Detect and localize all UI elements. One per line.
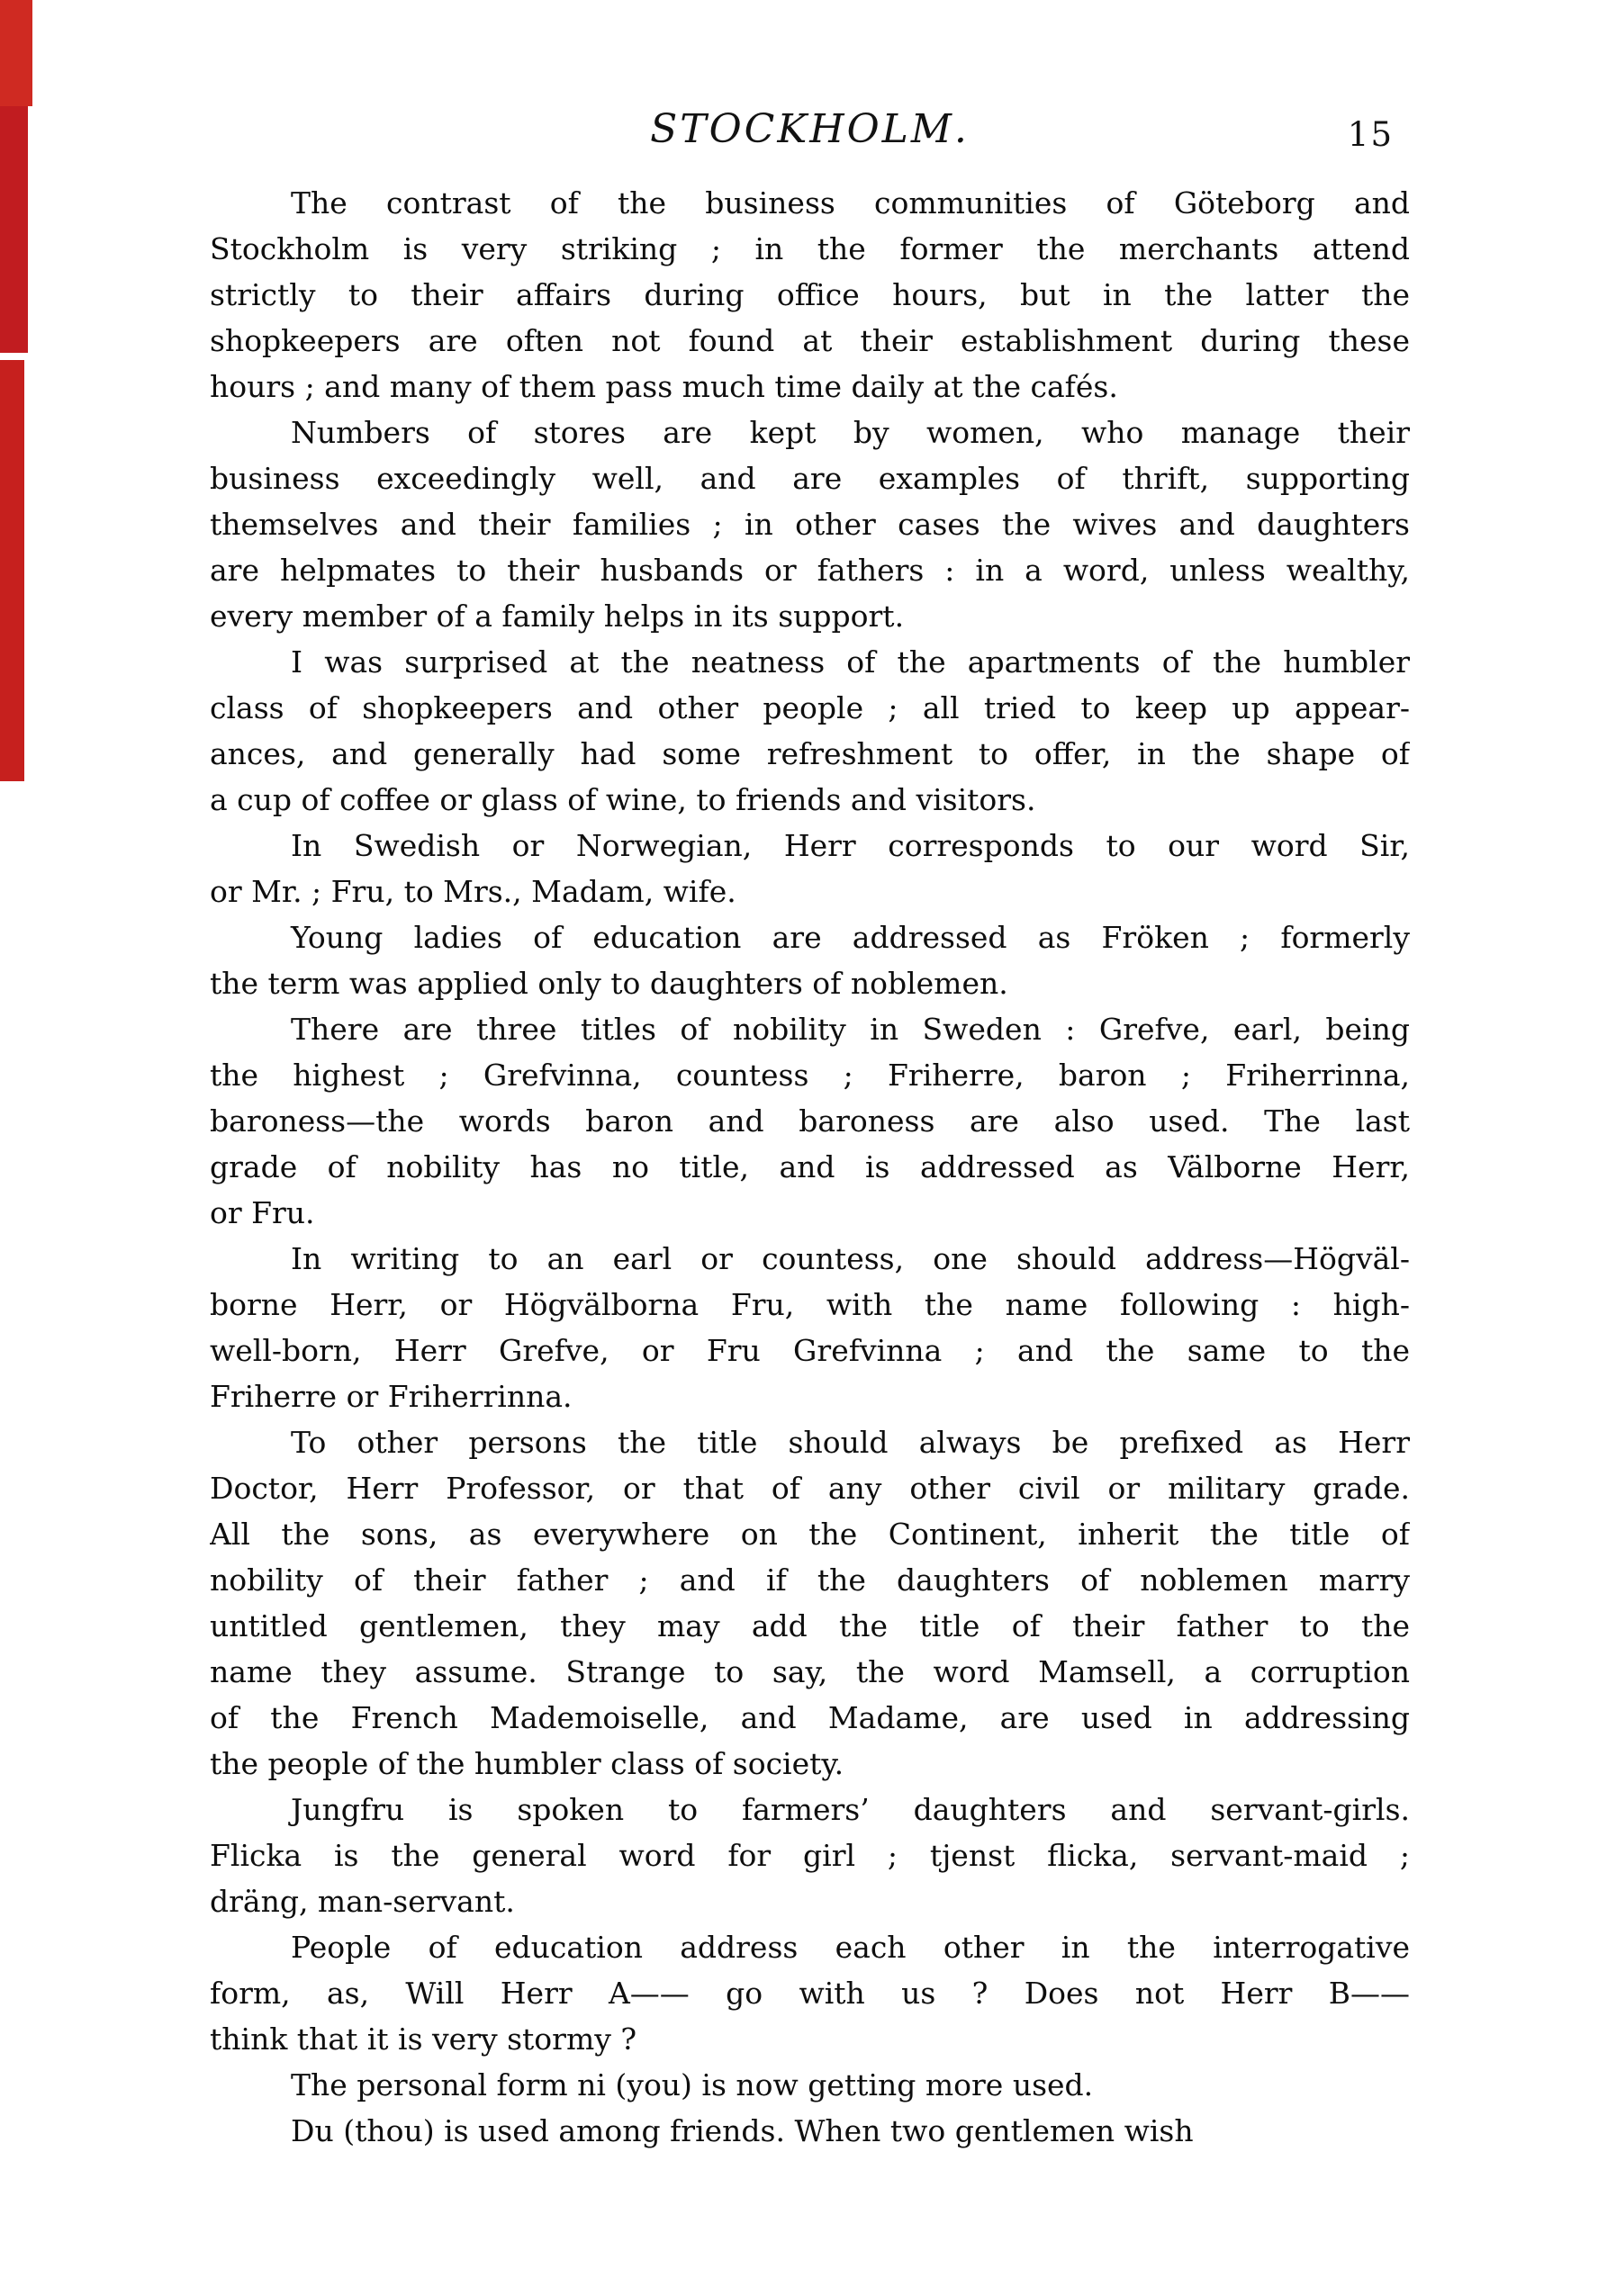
text-line: untitled gentlemen, they may add the title of their father to the (210, 1608, 1410, 1643)
text-line: All the sons, as everywhere on the Continent, inherit the title of (210, 1517, 1410, 1552)
text-line: ances, and generally had some refreshment to offer, in the shape of (210, 736, 1410, 771)
text-line: Friherre or Friherrinna. (210, 1379, 573, 1414)
text-line: themselves and their families ; in other cases the wives and daughters (210, 507, 1410, 542)
text-line: think that it is very stormy ? (210, 2021, 637, 2057)
page-title: STOCKHOLM. (650, 106, 970, 152)
page-text (210, 180, 1410, 2154)
text-line: well-born, Herr Grefve, or Fru Grefvinna ; and the same to the (210, 1333, 1410, 1368)
text-line: In Swedish or Norwegian, Herr corresponds to our word Sir, (291, 828, 1410, 863)
text-line: People of education address each other in the interrogative (291, 1930, 1410, 1965)
text-line: The contrast of the business communities of Göteborg and (291, 185, 1410, 221)
text-line: In writing to an earl or countess, one should address—Högväl- (291, 1241, 1410, 1276)
text-line: baroness—the words baron and baroness are also used. The last (210, 1103, 1410, 1139)
scan-edge-bar (0, 0, 32, 106)
text-line: There are three titles of nobility in Sweden : Grefve, earl, being (291, 1012, 1410, 1047)
text-line: name they assume. Strange to say, the word Mamsell, a corruption (210, 1654, 1410, 1689)
text-line: every member of a family helps in its support. (210, 599, 905, 634)
text-line: shopkeepers are often not found at their establishment during these (210, 323, 1410, 358)
text-line: Flicka is the general word for girl ; tjenst flicka, servant-maid ; (210, 1838, 1410, 1873)
text-line: Jungfru is spoken to farmers’ daughters and servant-girls. (291, 1792, 1410, 1827)
text-line: of the French Mademoiselle, and Madame, are used in addressing (210, 1700, 1410, 1735)
text-line: strictly to their affairs during office hours, but in the latter the (210, 277, 1410, 312)
text-line: hours ; and many of them pass much time daily at the cafés. (210, 369, 1118, 404)
scan-edge-bar (0, 106, 28, 353)
text-line: business exceedingly well, and are examples of thrift, supporting (210, 461, 1410, 496)
text-line: grade of nobility has no title, and is addressed as Välborne Herr, (210, 1149, 1410, 1184)
text-line: form, as, Will Herr A—— go with us ? Does not Herr B—— (210, 1976, 1410, 2011)
scan-edge-bar (0, 360, 24, 781)
text-line: Stockholm is very striking ; in the former the merchants attend (210, 231, 1410, 266)
text-line: the term was applied only to daughters of noblemen. (210, 966, 1008, 1001)
running-head (210, 101, 1410, 155)
text-line: dräng, man-servant. (210, 1884, 515, 1919)
text-line: are helpmates to their husbands or fathers : in a word, unless wealthy, (210, 553, 1410, 588)
text-line: Doctor, Herr Professor, or that of any other civil or military grade. (210, 1471, 1410, 1506)
text-line: the people of the humbler class of society. (210, 1746, 844, 1781)
text-line: a cup of coffee or glass of wine, to friends and visitors. (210, 782, 1036, 817)
text-line: or Mr. ; Fru, to Mrs., Madam, wife. (210, 874, 736, 909)
text-line: class of shopkeepers and other people ; all tried to keep up appear- (210, 690, 1410, 725)
text-line: Numbers of stores are kept by women, who manage their (291, 415, 1410, 450)
text-line: Young ladies of education are addressed as Fröken ; formerly (291, 920, 1410, 955)
text-line: Du (thou) is used among friends. When two gentlemen wish (291, 2113, 1194, 2148)
page-number: 15 (1347, 115, 1394, 154)
text-line: borne Herr, or Högvälborna Fru, with the name following : high- (210, 1287, 1410, 1322)
text-line: or Fru. (210, 1195, 315, 1230)
text-line: the highest ; Grefvinna, countess ; Friherre, baron ; Friherrinna, (210, 1058, 1410, 1093)
text-line: I was surprised at the neatness of the apartments of the humbler (291, 644, 1410, 680)
text-line: nobility of their father ; and if the daughters of noblemen marry (210, 1562, 1410, 1598)
text-line: To other persons the title should always be prefixed as Herr (291, 1425, 1410, 1460)
text-line: The personal form ni (you) is now getting more used. (291, 2067, 1094, 2102)
